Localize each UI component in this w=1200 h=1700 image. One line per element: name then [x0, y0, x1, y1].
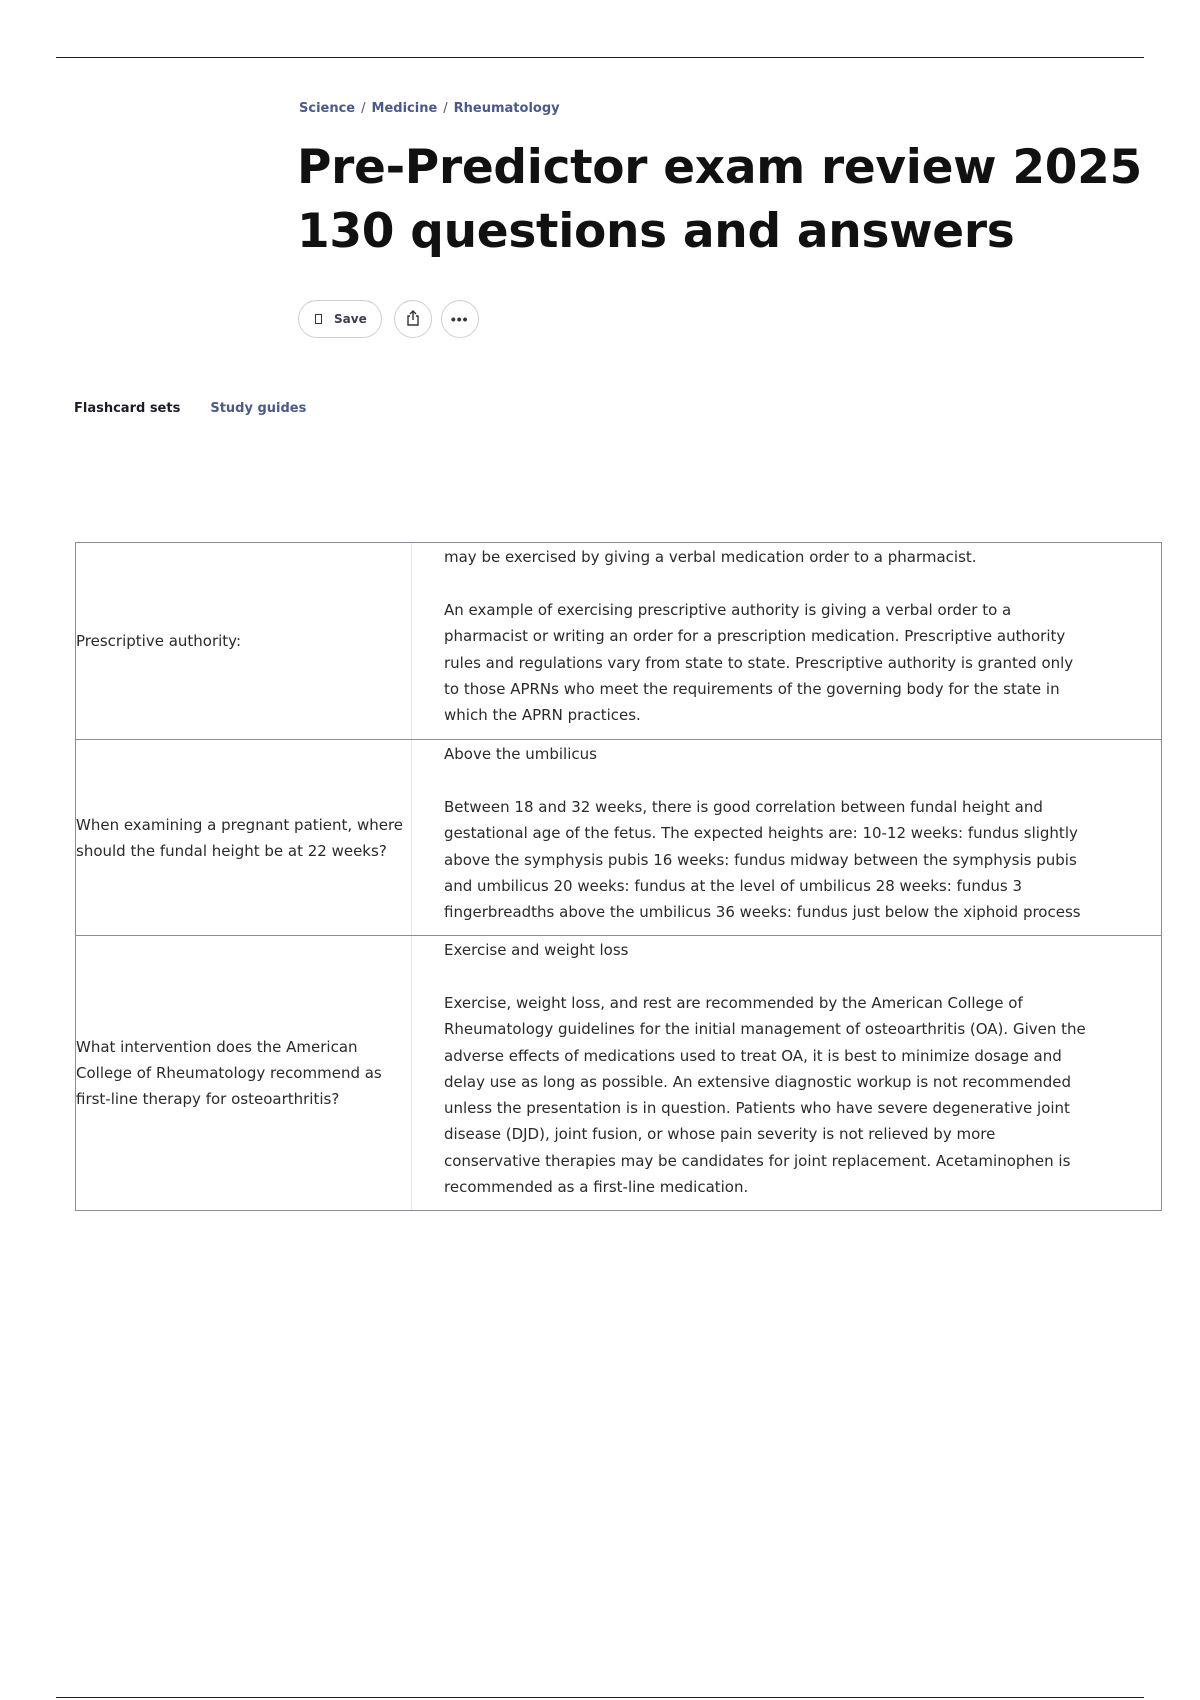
- definition-cell: [412, 936, 1161, 1210]
- breadcrumb-rheumatology[interactable]: Rheumatology: [453, 101, 560, 116]
- breadcrumb-science[interactable]: Science: [299, 101, 356, 116]
- answer-text: Above the umbilicus: [444, 745, 597, 763]
- breadcrumb-separator: /: [361, 101, 366, 116]
- term-cell: When examining a pregnant patient, where should the fundal height be at 22 weeks?: [76, 740, 412, 935]
- explanation-text: Between 18 and 32 weeks, there is good correlation between fundal height and gestational age of the fetus. The expected heights are: 10-12 weeks: fundus slightly above the symphysis pubis 16 weeks: fundus midway between the symphysis pubis and umbilicus 20 weeks: fundus at the level of umbilicus 28 weeks: fundus 3 fingerbreadths above the umbilicus 36 weeks: fundus just below the xiphoid process: [444, 798, 1081, 922]
- table-row: [76, 740, 1161, 936]
- top-divider: [56, 57, 1144, 58]
- flashcard-table: [75, 542, 1162, 1211]
- breadcrumb-medicine[interactable]: Medicine: [371, 101, 438, 116]
- bookmark-icon: [315, 314, 322, 324]
- explanation-text: An example of exercising prescriptive authority is giving a verbal order to a pharmacist or writing an order for a prescription medication. Prescriptive authority rules and regulations vary from state to state. Prescriptive authority is granted only to those APRNs who meet the requirements of the governing body for the state in which the APRN practices.: [444, 601, 1074, 725]
- share-button[interactable]: [394, 300, 432, 338]
- more-options-button[interactable]: [441, 300, 479, 338]
- bottom-divider: [56, 1697, 1144, 1698]
- table-row: [76, 543, 1161, 740]
- explanation-text: Exercise, weight loss, and rest are recommended by the American College of Rheumatology guidelines for the initial management of osteoarthritis (OA). Given the adverse effects of medications used to treat OA, it is best to minimize dosage and delay use as long as possible. An extensive diagnostic workup is not recommended unless the presentation is in question. Patients who have severe degenerative joint disease (DJD), joint fusion, or whose pain severity is not relieved by more conservative therapies may be candidates for joint replacement. Acetaminophen is recommended as a first-line medication.: [444, 994, 1086, 1197]
- page-title: Pre-Predictor exam review 2025 130 questions and answers: [297, 140, 1142, 259]
- save-button[interactable]: [298, 300, 382, 338]
- definition-cell: [412, 740, 1161, 935]
- tab-study-guides[interactable]: Study guides: [210, 401, 307, 416]
- breadcrumb: [299, 101, 560, 116]
- definition-cell: [412, 543, 1161, 739]
- term-cell: What intervention does the American College of Rheumatology recommend as first-line therapy for osteoarthritis?: [76, 936, 412, 1210]
- term-cell: Prescriptive authority:: [76, 543, 412, 739]
- share-icon: [405, 309, 421, 330]
- breadcrumb-separator: /: [443, 101, 448, 116]
- action-bar: [298, 300, 479, 338]
- answer-text: Exercise and weight loss: [444, 941, 629, 959]
- more-icon: •••: [450, 311, 469, 327]
- tab-bar: [74, 401, 336, 416]
- table-row: [76, 936, 1161, 1210]
- save-label: Save: [334, 312, 367, 326]
- tab-flashcard-sets[interactable]: Flashcard sets: [74, 401, 181, 416]
- answer-text: may be exercised by giving a verbal medication order to a pharmacist.: [444, 548, 977, 566]
